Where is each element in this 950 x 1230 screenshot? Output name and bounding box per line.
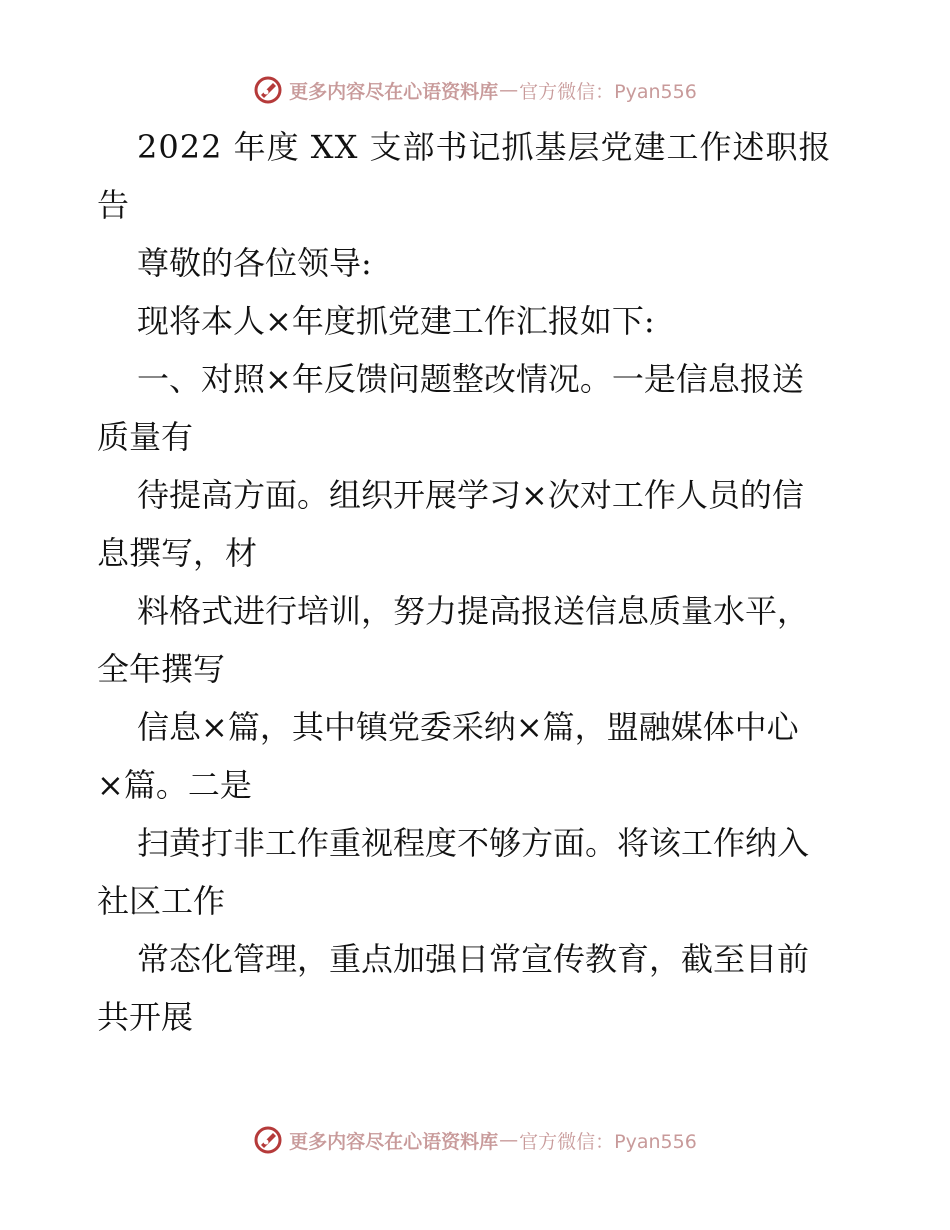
document-body [97,118,857,1046]
paragraph-line: 常态化管理，重点加强日常宣传教育，截至目前 [137,940,810,978]
salutation: 尊敬的各位领导: [137,244,372,282]
banner-brand-text: 更多内容尽在心语资料库 [289,1130,499,1153]
banner-contact-text: 官方微信：Pyan556 [519,80,697,103]
paragraph-line: 共开展 [97,998,194,1036]
paragraph-line: 料格式进行培训，努力提高报送信息质量水平， [137,592,810,630]
paragraph-line: 现将本人×年度抓党建工作汇报如下: [137,302,655,340]
paragraph-line: 全年撰写 [97,650,226,688]
paragraph-line: 一、对照×年反馈问题整改情况。一是信息报送 [137,360,804,398]
paragraph-line: 质量有 [97,418,194,456]
footer-watermark-banner [0,1120,950,1160]
header-watermark-banner [0,70,950,110]
paragraph-line: 待提高方面。组织开展学习×次对工作人员的信 [137,476,804,514]
document-title-line-1: 2022 年度 XX 支部书记抓基层党建工作述职报 [137,128,832,166]
banner-separator: — [499,79,519,101]
document-title-line-2: 告 [97,186,131,224]
brand-logo-icon [253,1125,283,1155]
paragraph-line: 息撰写，材 [97,534,258,572]
paragraph-line: ×篇。二是 [97,766,252,804]
banner-separator: — [499,1129,519,1151]
paragraph-line: 社区工作 [97,882,226,920]
banner-contact-text: 官方微信：Pyan556 [519,1130,697,1153]
banner-brand-text: 更多内容尽在心语资料库 [289,80,499,103]
paragraph-line: 扫黄打非工作重视程度不够方面。将该工作纳入 [137,824,810,862]
paragraph-line: 信息×篇，其中镇党委采纳×篇，盟融媒体中心 [137,708,799,746]
brand-logo-icon [253,75,283,105]
